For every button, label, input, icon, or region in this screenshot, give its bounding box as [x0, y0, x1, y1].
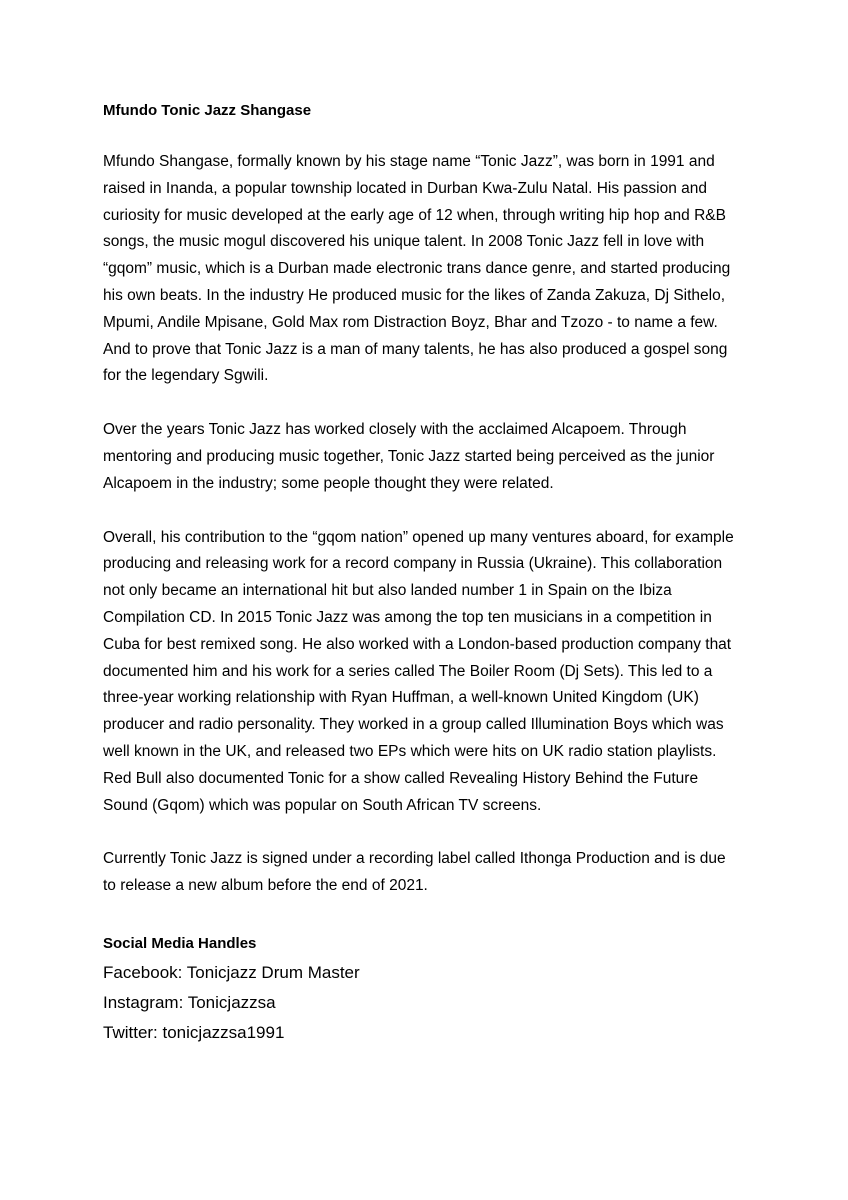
social-facebook: Facebook: Tonicjazz Drum Master: [103, 962, 360, 982]
document-page: [103, 101, 763, 1048]
social-twitter: Twitter: tonicjazzsa1991: [103, 1022, 285, 1042]
paragraph-biography: Mfundo Shangase, formally known by his stage name “Tonic Jazz”, was born in 1991 and raised in Inanda, a popular township located in Durban Kwa-Zulu Natal. His passion and curiosity for music developed at the early age of 12 when, through writing hip hop and R&B songs, the music mogul discovered his unique talent. In 2008 Tonic Jazz fell in love with “gqom” music, which is a Durban made electronic trans dance genre, and started producing his own beats. In the industry He produced music for the likes of Zanda Zakuza, Dj Sithelo, Mpumi, Andile Mpisane, Gold Max rom Distraction Boyz, Bhar and Tzozo - to name a few. And to prove that Tonic Jazz is a man of many talents, he has also produced a gospel song for the legendary Sgwili.: [103, 153, 731, 385]
social-instagram: Instagram: Tonicjazzsa: [103, 992, 276, 1012]
document-title: Mfundo Tonic Jazz Shangase: [103, 102, 312, 119]
paragraph-current-label: Currently Tonic Jazz is signed under a recording label called Ithonga Production and is due to release a new album before the end of 2021.: [103, 850, 726, 895]
paragraph-alcapoem: Over the years Tonic Jazz has worked closely with the acclaimed Alcapoem. Through mentoring and producing music together, Tonic Jazz started being perceived as the junior Alcapoem in the industry; some people thought they were related.: [103, 421, 715, 492]
paragraph-international-work: Overall, his contribution to the “gqom nation” opened up many ventures aboard, for example producing and releasing work for a record company in Russia (Ukraine). This collaboration not only became an international hit but also landed number 1 in Spain on the Ibiza Compilation CD. In 2015 Tonic Jazz was among the top ten musicians in a competition in Cuba for best remixed song. He also worked with a London-based production company that documented him and his work for a series called The Boiler Room (Dj Sets). This led to a three-year working relationship with Ryan Huffman, a well-known United Kingdom (UK) producer and radio personality. They worked in a group called Illumination Boys which was well known in the UK, and released two EPs which were hits on UK radio station playlists. Red Bull also documented Tonic for a show called Revealing History Behind the Future Sound (Gqom) which was popular on South African TV screens.: [103, 528, 734, 814]
social-media-section: [103, 934, 763, 1048]
social-media-heading: Social Media Handles: [103, 934, 257, 952]
